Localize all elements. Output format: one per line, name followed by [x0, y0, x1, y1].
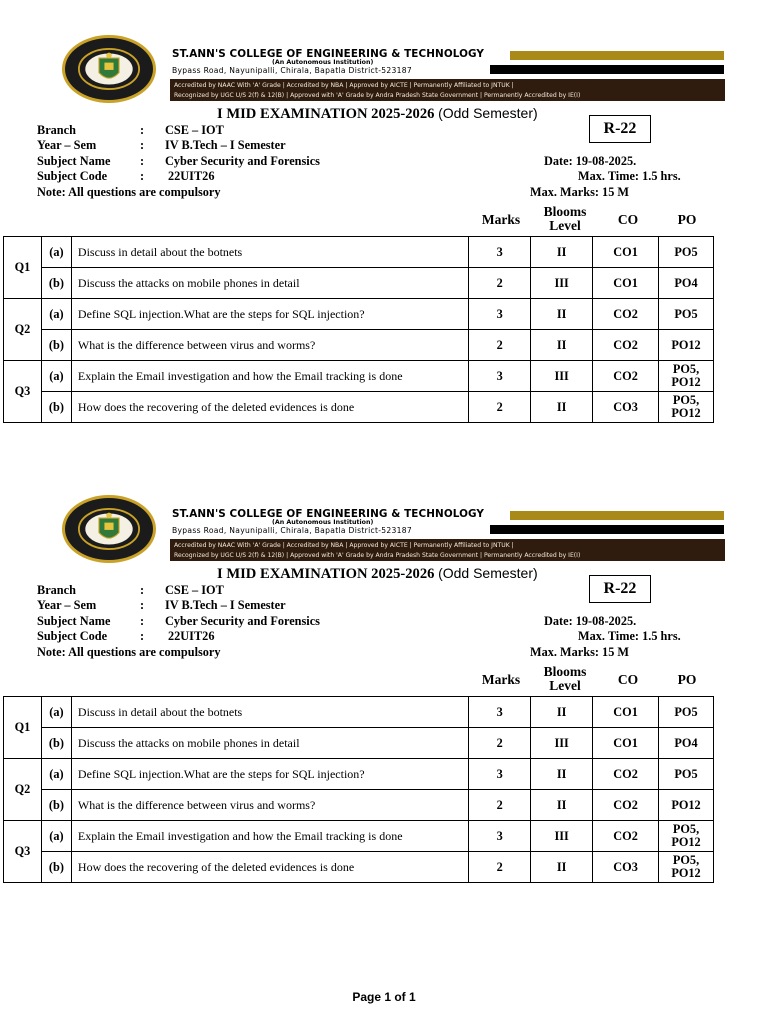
year-label: Year – Sem [37, 598, 97, 612]
question-marks: 2 [469, 392, 531, 423]
question-blooms-level: III [531, 268, 593, 299]
page-number: Page 1 of 1 [352, 990, 416, 1004]
question-marks: 2 [469, 330, 531, 361]
accreditation-line-1: Accredited by NAAC With 'A' Grade | Accredited by NBA | Approved by AICTE | Permanently Affiliated to JNTUK | [174, 82, 514, 89]
question-po: PO12 [659, 790, 714, 821]
question-row [4, 299, 714, 330]
college-address: Bypass Road, Nayunipalli, Chirala, Bapatla District-523187 [172, 526, 413, 535]
question-text: Define SQL injection.What are the steps for SQL injection? [71, 299, 468, 330]
marks-header: Marks [481, 212, 521, 227]
year-label: Year – Sem [37, 138, 97, 152]
question-po: PO5, PO12 [659, 361, 714, 392]
question-marks: 3 [469, 697, 531, 728]
question-co: CO3 [593, 852, 659, 883]
question-blooms-level: II [531, 299, 593, 330]
branch-label: Branch [37, 123, 76, 137]
semester-note: (Odd Semester) [438, 105, 538, 121]
question-paper-copy-1 [0, 35, 768, 475]
question-text: Explain the Email investigation and how the Email tracking is done [71, 361, 468, 392]
question-marks: 3 [469, 759, 531, 790]
header-black-bar [490, 65, 724, 74]
question-number: Q1 [4, 237, 42, 299]
question-blooms-level: II [531, 759, 593, 790]
exam-max-marks: Max. Marks: 15 M [530, 185, 630, 199]
question-row [4, 361, 714, 392]
code-label: Subject Code [37, 629, 108, 643]
question-co: CO2 [593, 759, 659, 790]
question-po: PO5 [659, 237, 714, 268]
question-text: Discuss the attacks on mobile phones in detail [71, 268, 468, 299]
exam-title-text: I MID EXAMINATION 2025-2026 [217, 566, 435, 582]
subject-label: Subject Name [37, 154, 111, 168]
question-blooms-level: II [531, 790, 593, 821]
subject-colon: : [140, 614, 145, 628]
question-row [4, 759, 714, 790]
question-part: (b) [41, 330, 71, 361]
question-row [4, 237, 714, 268]
question-po: PO5 [659, 759, 714, 790]
regulation-box: R-22 [589, 575, 651, 603]
blooms-header: Blooms Level [543, 204, 587, 233]
question-number: Q2 [4, 759, 42, 821]
question-co: CO3 [593, 392, 659, 423]
question-blooms-level: III [531, 728, 593, 759]
question-co: CO2 [593, 821, 659, 852]
accreditation-banner [170, 539, 725, 561]
question-text: How does the recovering of the deleted evidences is done [71, 392, 468, 423]
header-gold-bar [510, 511, 724, 520]
code-label: Subject Code [37, 169, 108, 183]
question-text: How does the recovering of the deleted evidences is done [71, 852, 468, 883]
exam-note: Note: All questions are compulsory [37, 185, 221, 199]
question-marks: 2 [469, 728, 531, 759]
college-name: ST.ANN'S COLLEGE OF ENGINEERING & TECHNOLOGY [172, 508, 485, 520]
question-part: (b) [41, 790, 71, 821]
question-po: PO12 [659, 330, 714, 361]
header-gold-bar [510, 51, 724, 60]
subject-label: Subject Name [37, 614, 111, 628]
question-text: What is the difference between virus and worms? [71, 790, 468, 821]
question-text: What is the difference between virus and worms? [71, 330, 468, 361]
question-row [4, 392, 714, 423]
blooms-header: Blooms Level [543, 664, 587, 693]
year-value: IV B.Tech – I Semester [165, 138, 286, 152]
semester-note: (Odd Semester) [438, 565, 538, 581]
question-po: PO5 [659, 299, 714, 330]
subject-value: Cyber Security and Forensics [165, 614, 320, 628]
year-value: IV B.Tech – I Semester [165, 598, 286, 612]
regulation-box: R-22 [589, 115, 651, 143]
question-marks: 3 [469, 361, 531, 392]
question-marks: 3 [469, 237, 531, 268]
question-part: (b) [41, 852, 71, 883]
question-text: Explain the Email investigation and how the Email tracking is done [71, 821, 468, 852]
question-part: (a) [41, 237, 71, 268]
question-co: CO2 [593, 790, 659, 821]
exam-title [217, 565, 538, 583]
college-name: ST.ANN'S COLLEGE OF ENGINEERING & TECHNOLOGY [172, 48, 485, 60]
po-header: PO [677, 212, 697, 227]
subject-colon: : [140, 154, 145, 168]
question-number: Q2 [4, 299, 42, 361]
college-seal-icon [65, 38, 153, 100]
year-colon: : [140, 598, 145, 612]
code-value: 22UIT26 [168, 169, 215, 183]
accreditation-line-2: Recognized by UGC U/S 2(f) & 12(B) | Approved with 'A' Grade by Andra Pradesh State Government | Permanently Accredited by IE(I) [174, 91, 581, 99]
subject-value: Cyber Security and Forensics [165, 154, 320, 168]
question-blooms-level: II [531, 237, 593, 268]
question-co: CO1 [593, 697, 659, 728]
exam-date: Date: 19-08-2025. [544, 614, 637, 628]
exam-title-text: I MID EXAMINATION 2025-2026 [217, 106, 435, 122]
header-black-bar [490, 525, 724, 534]
question-part: (a) [41, 759, 71, 790]
branch-value: CSE – IOT [165, 123, 224, 137]
question-part: (b) [41, 392, 71, 423]
question-row [4, 728, 714, 759]
college-logo [62, 495, 156, 563]
question-number: Q3 [4, 821, 42, 883]
question-text: Discuss the attacks on mobile phones in detail [71, 728, 468, 759]
question-blooms-level: II [531, 392, 593, 423]
question-co: CO2 [593, 299, 659, 330]
question-row [4, 852, 714, 883]
question-co: CO1 [593, 268, 659, 299]
exam-max-time: Max. Time: 1.5 hrs. [578, 169, 681, 183]
question-row [4, 697, 714, 728]
college-autonomous-tag: (An Autonomous Institution) [272, 519, 374, 526]
question-part: (a) [41, 361, 71, 392]
question-part: (a) [41, 821, 71, 852]
question-blooms-level: III [531, 361, 593, 392]
question-part: (a) [41, 299, 71, 330]
question-po: PO4 [659, 728, 714, 759]
question-po: PO5, PO12 [659, 821, 714, 852]
co-header: CO [617, 212, 639, 227]
branch-colon: : [140, 123, 145, 137]
question-blooms-level: III [531, 821, 593, 852]
question-blooms-level: II [531, 852, 593, 883]
question-text: Define SQL injection.What are the steps for SQL injection? [71, 759, 468, 790]
co-header: CO [617, 672, 639, 687]
question-number: Q1 [4, 697, 42, 759]
branch-value: CSE – IOT [165, 583, 224, 597]
college-address: Bypass Road, Nayunipalli, Chirala, Bapatla District-523187 [172, 66, 413, 75]
college-logo [62, 35, 156, 103]
question-co: CO2 [593, 361, 659, 392]
question-marks: 3 [469, 299, 531, 330]
question-part: (b) [41, 268, 71, 299]
exam-note: Note: All questions are compulsory [37, 645, 221, 659]
exam-title [217, 105, 538, 123]
question-co: CO1 [593, 728, 659, 759]
question-marks: 3 [469, 821, 531, 852]
code-value: 22UIT26 [168, 629, 215, 643]
question-po: PO4 [659, 268, 714, 299]
exam-date: Date: 19-08-2025. [544, 154, 637, 168]
question-text: Discuss in detail about the botnets [71, 237, 468, 268]
question-text: Discuss in detail about the botnets [71, 697, 468, 728]
branch-colon: : [140, 583, 145, 597]
question-part: (b) [41, 728, 71, 759]
accreditation-line-1: Accredited by NAAC With 'A' Grade | Accredited by NBA | Approved by AICTE | Permanently Affiliated to JNTUK | [174, 542, 514, 549]
college-autonomous-tag: (An Autonomous Institution) [272, 59, 374, 66]
question-table [3, 236, 714, 423]
question-marks: 2 [469, 268, 531, 299]
marks-header: Marks [481, 672, 521, 687]
question-marks: 2 [469, 852, 531, 883]
po-header: PO [677, 672, 697, 687]
question-paper-copy-2 [0, 495, 768, 935]
question-marks: 2 [469, 790, 531, 821]
code-colon: : [140, 629, 145, 643]
branch-label: Branch [37, 583, 76, 597]
question-co: CO2 [593, 330, 659, 361]
accreditation-banner [170, 79, 725, 101]
exam-max-time: Max. Time: 1.5 hrs. [578, 629, 681, 643]
question-blooms-level: II [531, 330, 593, 361]
question-blooms-level: II [531, 697, 593, 728]
question-po: PO5 [659, 697, 714, 728]
question-row [4, 790, 714, 821]
code-colon: : [140, 169, 145, 183]
question-po: PO5, PO12 [659, 392, 714, 423]
year-colon: : [140, 138, 145, 152]
college-seal-icon [65, 498, 153, 560]
question-table-body [4, 697, 714, 883]
exam-max-marks: Max. Marks: 15 M [530, 645, 630, 659]
question-row [4, 268, 714, 299]
question-row [4, 821, 714, 852]
question-co: CO1 [593, 237, 659, 268]
question-table-body [4, 237, 714, 423]
question-table [3, 696, 714, 883]
accreditation-line-2: Recognized by UGC U/S 2(f) & 12(B) | Approved with 'A' Grade by Andra Pradesh State Government | Permanently Accredited by IE(I) [174, 551, 581, 559]
question-row [4, 330, 714, 361]
question-po: PO5, PO12 [659, 852, 714, 883]
question-part: (a) [41, 697, 71, 728]
question-number: Q3 [4, 361, 42, 423]
